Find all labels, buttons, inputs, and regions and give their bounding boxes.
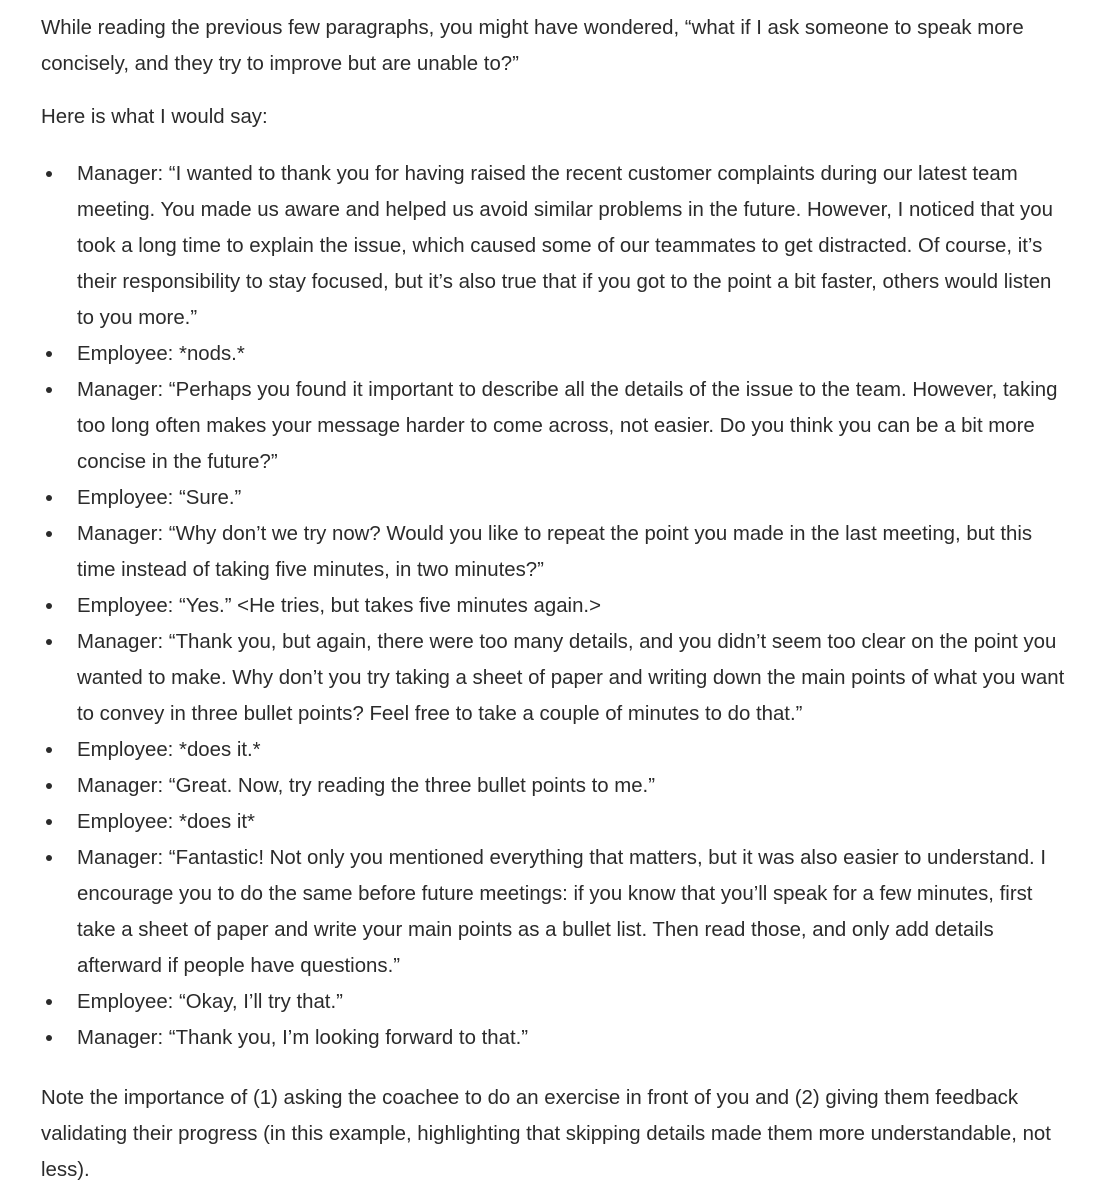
lead-paragraph: Here is what I would say: [41, 106, 268, 128]
list-item: Manager: “Why don’t we try now? Would you like to repeat the point you made in the last meeting, but this time instead of taking five minutes, in two minutes?” [41, 516, 1071, 588]
list-item: Employee: *nods.* [41, 336, 1071, 372]
article-body [41, 10, 1071, 1188]
list-item: Employee: “Sure.” [41, 480, 1071, 516]
dialogue-list [41, 156, 1071, 1056]
list-item: Employee: “Okay, I’ll try that.” [41, 984, 1071, 1020]
list-item: Manager: “Perhaps you found it important to describe all the details of the issue to the team. However, taking too long often makes your message harder to come across, not easier. Do you think you can be a bit more concise in the future?” [41, 372, 1071, 480]
closing-paragraph: Note the importance of (1) asking the coachee to do an exercise in front of you and (2) giving them feedback validating their progress (in this example, highlighting that skipping details made them more understandable, not less). [41, 1087, 1051, 1181]
list-item: Manager: “I wanted to thank you for having raised the recent customer complaints during our latest team meeting. You made us aware and helped us avoid similar problems in the future. However, I noticed that you took a long time to explain the issue, which caused some of our teammates to get distracted. Of course, it’s their responsibility to stay focused, but it’s also true that if you got to the point a bit faster, others would listen to you more.” [41, 156, 1071, 336]
list-item: Employee: “Yes.” <He tries, but takes five minutes again.> [41, 588, 1071, 624]
list-item: Manager: “Great. Now, try reading the three bullet points to me.” [41, 768, 1071, 804]
list-item: Manager: “Fantastic! Not only you mentioned everything that matters, but it was also easier to understand. I encourage you to do the same before future meetings: if you know that you’ll speak for a few minutes, first take a sheet of paper and write your main points as a bullet list. Then read those, and only add details afterward if people have questions.” [41, 840, 1071, 984]
list-item: Employee: *does it* [41, 804, 1071, 840]
intro-paragraph: While reading the previous few paragraphs, you might have wondered, “what if I ask someone to speak more concisely, and they try to improve but are unable to?” [41, 17, 1024, 75]
list-item: Manager: “Thank you, but again, there were too many details, and you didn’t seem too clear on the point you wanted to make. Why don’t you try taking a sheet of paper and writing down the main points of what you want to convey in three bullet points? Feel free to take a couple of minutes to do that.” [41, 624, 1071, 732]
list-item: Employee: *does it.* [41, 732, 1071, 768]
list-item: Manager: “Thank you, I’m looking forward to that.” [41, 1020, 1071, 1056]
